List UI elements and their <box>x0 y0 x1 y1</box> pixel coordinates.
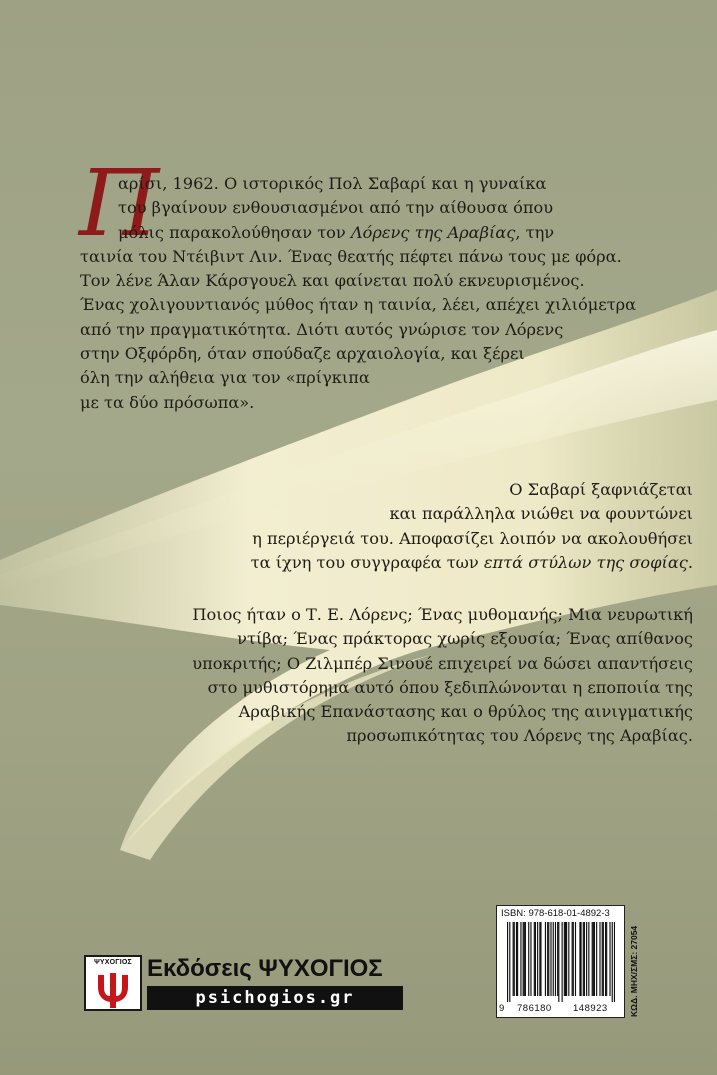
psi-icon <box>94 971 132 1009</box>
barcode-bar <box>564 922 565 996</box>
barcode-bar <box>594 922 595 996</box>
barcode-bar <box>534 922 535 996</box>
barcode-bar <box>614 922 615 1002</box>
barcode-bar <box>612 922 613 1002</box>
text-line: προσωπικότητας του Λόρενς της Αραβίας. <box>346 726 693 746</box>
text-line: Τον λένε Άλαν Κάρσγουελ και φαίνεται πολύ εκνευρισμένος. <box>80 271 585 291</box>
text-line: υποκριτής; Ο Ζιλμπέρ Σινουέ επιχειρεί να δώσει απαντήσεις <box>192 653 693 673</box>
barcode-bar <box>565 922 566 996</box>
barcode-bar <box>507 922 508 1002</box>
text-line <box>251 551 693 575</box>
text-line: Αραβικής Επανάστασης και ο θρύλος της αινιγματικής <box>238 702 693 722</box>
text-line: ταινία του Ντέιβιντ Λιν. Ένας θεατής πέφτει πάνω τους με φόρα. <box>80 246 622 266</box>
barcode-bar <box>525 922 526 996</box>
barcode-bar <box>545 922 546 996</box>
barcode-bar <box>602 922 603 996</box>
barcode-bar <box>562 922 563 1002</box>
barcode-bar <box>553 922 554 996</box>
barcode-bar <box>586 922 587 996</box>
barcode-bar <box>550 922 551 996</box>
barcode-digits-right: 148923 <box>573 1003 608 1014</box>
text-line: Ποιος ήταν ο Τ. Ε. Λόρενς; Ένας μυθομανής; Μια νευρωτική <box>192 605 693 624</box>
barcode-bar <box>557 922 558 996</box>
barcode-bar <box>528 922 529 996</box>
barcode-bar <box>599 922 600 996</box>
barcode-digit-first: 9 <box>499 1003 505 1014</box>
film-title: Λόρενς της Αραβίας <box>350 222 516 242</box>
book-title: επτά στύλων της σοφίας <box>483 552 688 572</box>
text-line: και παράλληλα νιώθει να φουντώνει <box>389 504 693 524</box>
barcode-bar <box>603 922 604 996</box>
logo-badge <box>84 955 142 1011</box>
synopsis-paragraph-1 <box>80 172 636 415</box>
product-code: ΚΩΔ. ΜΗΧ/ΣΜΣ: 27054 <box>629 925 639 1017</box>
barcode-bar <box>575 922 576 996</box>
text-line: από την πραγματικότητα. Διότι αυτός γνώρισε τον Λόρενς <box>80 319 564 339</box>
text-fragment: τα ίχνη του συγγραφέα των <box>250 552 484 572</box>
barcode-bar <box>517 922 518 996</box>
barcode-bar <box>588 922 589 996</box>
barcode-bar <box>540 922 541 996</box>
text-fragment: . <box>687 552 693 572</box>
barcode-bar <box>523 922 524 996</box>
barcode-bar <box>539 922 540 996</box>
barcode-bar <box>609 922 610 996</box>
barcode-bar <box>530 922 531 996</box>
barcode-bar <box>514 922 515 996</box>
barcode-bar <box>593 922 594 996</box>
barcode-digits-left: 786180 <box>517 1003 552 1014</box>
barcode-bar <box>579 922 580 996</box>
publisher-name: Εκδόσεις ΨΥΧΟΓΙΟΣ <box>147 955 383 982</box>
text-line: στο μυθιστόρημα αυτό όπου ξεδιπλώνονται η εποποιία της <box>207 677 693 697</box>
barcode-bar <box>520 922 521 996</box>
barcode-bar <box>583 922 584 996</box>
text-line: ντίβα; Ένας πράκτορας χωρίς εξουσία; Ένας απίθανος <box>237 629 693 649</box>
text-fragment: μόλις παρακολούθησαν τον <box>118 222 351 242</box>
barcode-bar <box>547 922 548 996</box>
barcode-bar <box>573 922 574 996</box>
barcode-bar <box>572 922 573 996</box>
text-line: η περιέργειά του. Αποφασίζει λοιπόν να ακολουθήσει <box>252 528 693 548</box>
synopsis-paragraph-2 <box>251 478 693 575</box>
barcode-bar <box>509 922 510 1002</box>
barcode-bars <box>507 922 615 1002</box>
barcode-bar <box>524 922 525 996</box>
barcode-bar <box>568 922 569 996</box>
barcode-bar <box>558 922 559 1002</box>
text-line: στην Οξφόρδη, όταν σπούδαζε αρχαιολογία, και ξέρει <box>80 344 525 364</box>
barcode-bar <box>605 922 606 996</box>
barcode-bar <box>584 922 585 996</box>
barcode-bar <box>606 922 607 996</box>
publisher-logo <box>84 955 404 1011</box>
drop-cap-letter: Π <box>79 150 160 257</box>
text-line: του βγαίνουν ενθουσιασμένοι από την αίθουσα όπου <box>118 198 554 218</box>
barcode-bar <box>555 922 556 996</box>
barcode-bar <box>548 922 549 996</box>
barcode-bar <box>516 922 517 996</box>
barcode-bar <box>535 922 536 996</box>
text-line: όλη την αλήθεια για τον «πρίγκιπα <box>80 368 370 388</box>
barcode-bar <box>596 922 597 996</box>
text-line: με τα δύο πρόσωπα». <box>80 392 255 412</box>
barcode-bar <box>537 922 538 996</box>
text-line <box>80 221 636 245</box>
text-line: αρίσι, 1962. Ο ιστορικός Πολ Σαβαρί και η γυναίκα <box>118 174 547 193</box>
isbn-label: ISBN: 978-618-01-4892-3 <box>501 908 610 919</box>
logo-badge-label: ΨΥΧΟΓΙΟΣ <box>94 959 132 966</box>
text-fragment: , την <box>515 222 555 242</box>
text-line: Ο Σαβαρί ξαφνιάζεται <box>509 480 693 499</box>
synopsis-paragraph-3 <box>192 603 693 749</box>
text-line: Ένας χολιγουντιανός μύθος ήταν η ταινία, λέει, απέχει χιλιόμετρα <box>80 295 637 315</box>
isbn-barcode <box>496 905 625 1018</box>
barcode-bar <box>566 922 567 996</box>
barcode-bar <box>513 922 514 996</box>
publisher-url: psichogios.gr <box>147 986 403 1010</box>
barcode-bar <box>580 922 581 996</box>
barcode-bar <box>592 922 593 996</box>
